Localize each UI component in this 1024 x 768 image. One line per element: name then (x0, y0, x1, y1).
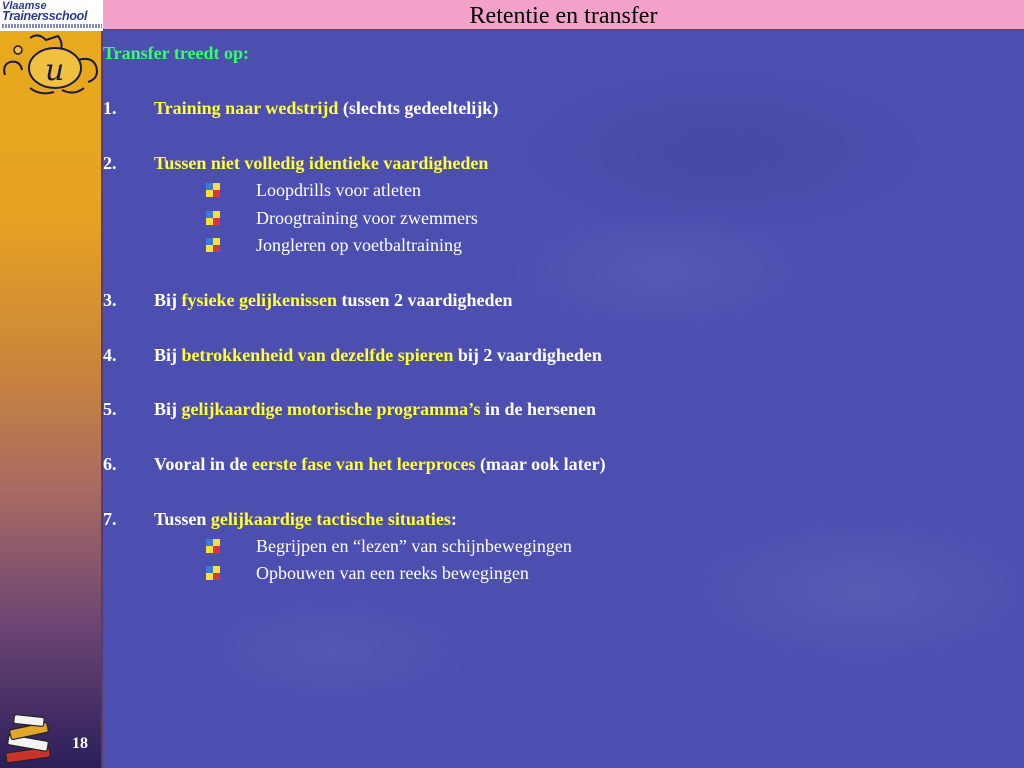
sub-item-text: Loopdrills voor atleten (256, 180, 421, 200)
item-text: (maar ook later) (475, 454, 606, 474)
item-number: 4. (103, 345, 117, 365)
slide-content (103, 31, 1024, 768)
item-highlight: Training naar wedstrijd (154, 98, 339, 118)
sub-item-text: Droogtraining voor zwemmers (256, 208, 478, 228)
page-number: 18 (72, 735, 88, 752)
sub-item-text: Begrijpen en “lezen” van schijnbewegingen (256, 536, 572, 556)
mascot-icon (0, 30, 103, 100)
logo-line2: Trainersschool (2, 9, 88, 23)
item-number: 3. (103, 290, 117, 310)
svg-text:u: u (45, 53, 65, 88)
item-number: 7. (103, 509, 117, 529)
sub-bullet-icon (206, 539, 220, 553)
sub-item-text: Jongleren op voetbaltraining (256, 235, 462, 255)
item-text: Bij (154, 290, 182, 310)
slide-title: Retentie en transfer (469, 3, 658, 29)
logo-line1: Vlaamse (2, 0, 47, 12)
sub-bullet-icon (206, 238, 220, 252)
sidebar (0, 0, 103, 768)
slide-header (103, 0, 1024, 31)
item-text: : (450, 509, 457, 529)
content-heading: Transfer treedt op: (103, 43, 249, 63)
item-number: 6. (103, 454, 117, 474)
item-text: bij 2 vaardigheden (453, 345, 602, 365)
item-highlight: betrokkenheid van dezelfde spieren (181, 345, 454, 365)
item-text: Tussen (154, 509, 211, 529)
item-text: Vooral in de (154, 454, 252, 474)
item-highlight: gelijkaardige tactische situaties (210, 509, 451, 529)
logo (0, 0, 103, 31)
item-highlight: fysieke gelijkenissen (181, 290, 338, 310)
books-icon (2, 712, 62, 768)
item-text: in de hersenen (480, 399, 596, 419)
item-highlight: Tussen niet volledig identieke vaardigheden (154, 153, 489, 173)
item-text: (slechts gedeeltelijk) (338, 98, 499, 118)
item-text: tussen 2 vaardigheden (337, 290, 513, 310)
item-highlight: eerste fase van het leerproces (251, 454, 476, 474)
sub-bullet-icon (206, 566, 220, 580)
item-text: Bij (154, 345, 182, 365)
sub-bullet-icon (206, 183, 220, 197)
sub-item-text: Opbouwen van een reeks bewegingen (256, 563, 529, 583)
item-number: 1. (103, 98, 117, 118)
sub-bullet-icon (206, 211, 220, 225)
logo-tagline (2, 24, 102, 28)
item-number: 2. (103, 153, 117, 173)
item-text: Bij (154, 399, 182, 419)
item-number: 5. (103, 399, 117, 419)
item-highlight: gelijkaardige motorische programma’s (181, 399, 481, 419)
